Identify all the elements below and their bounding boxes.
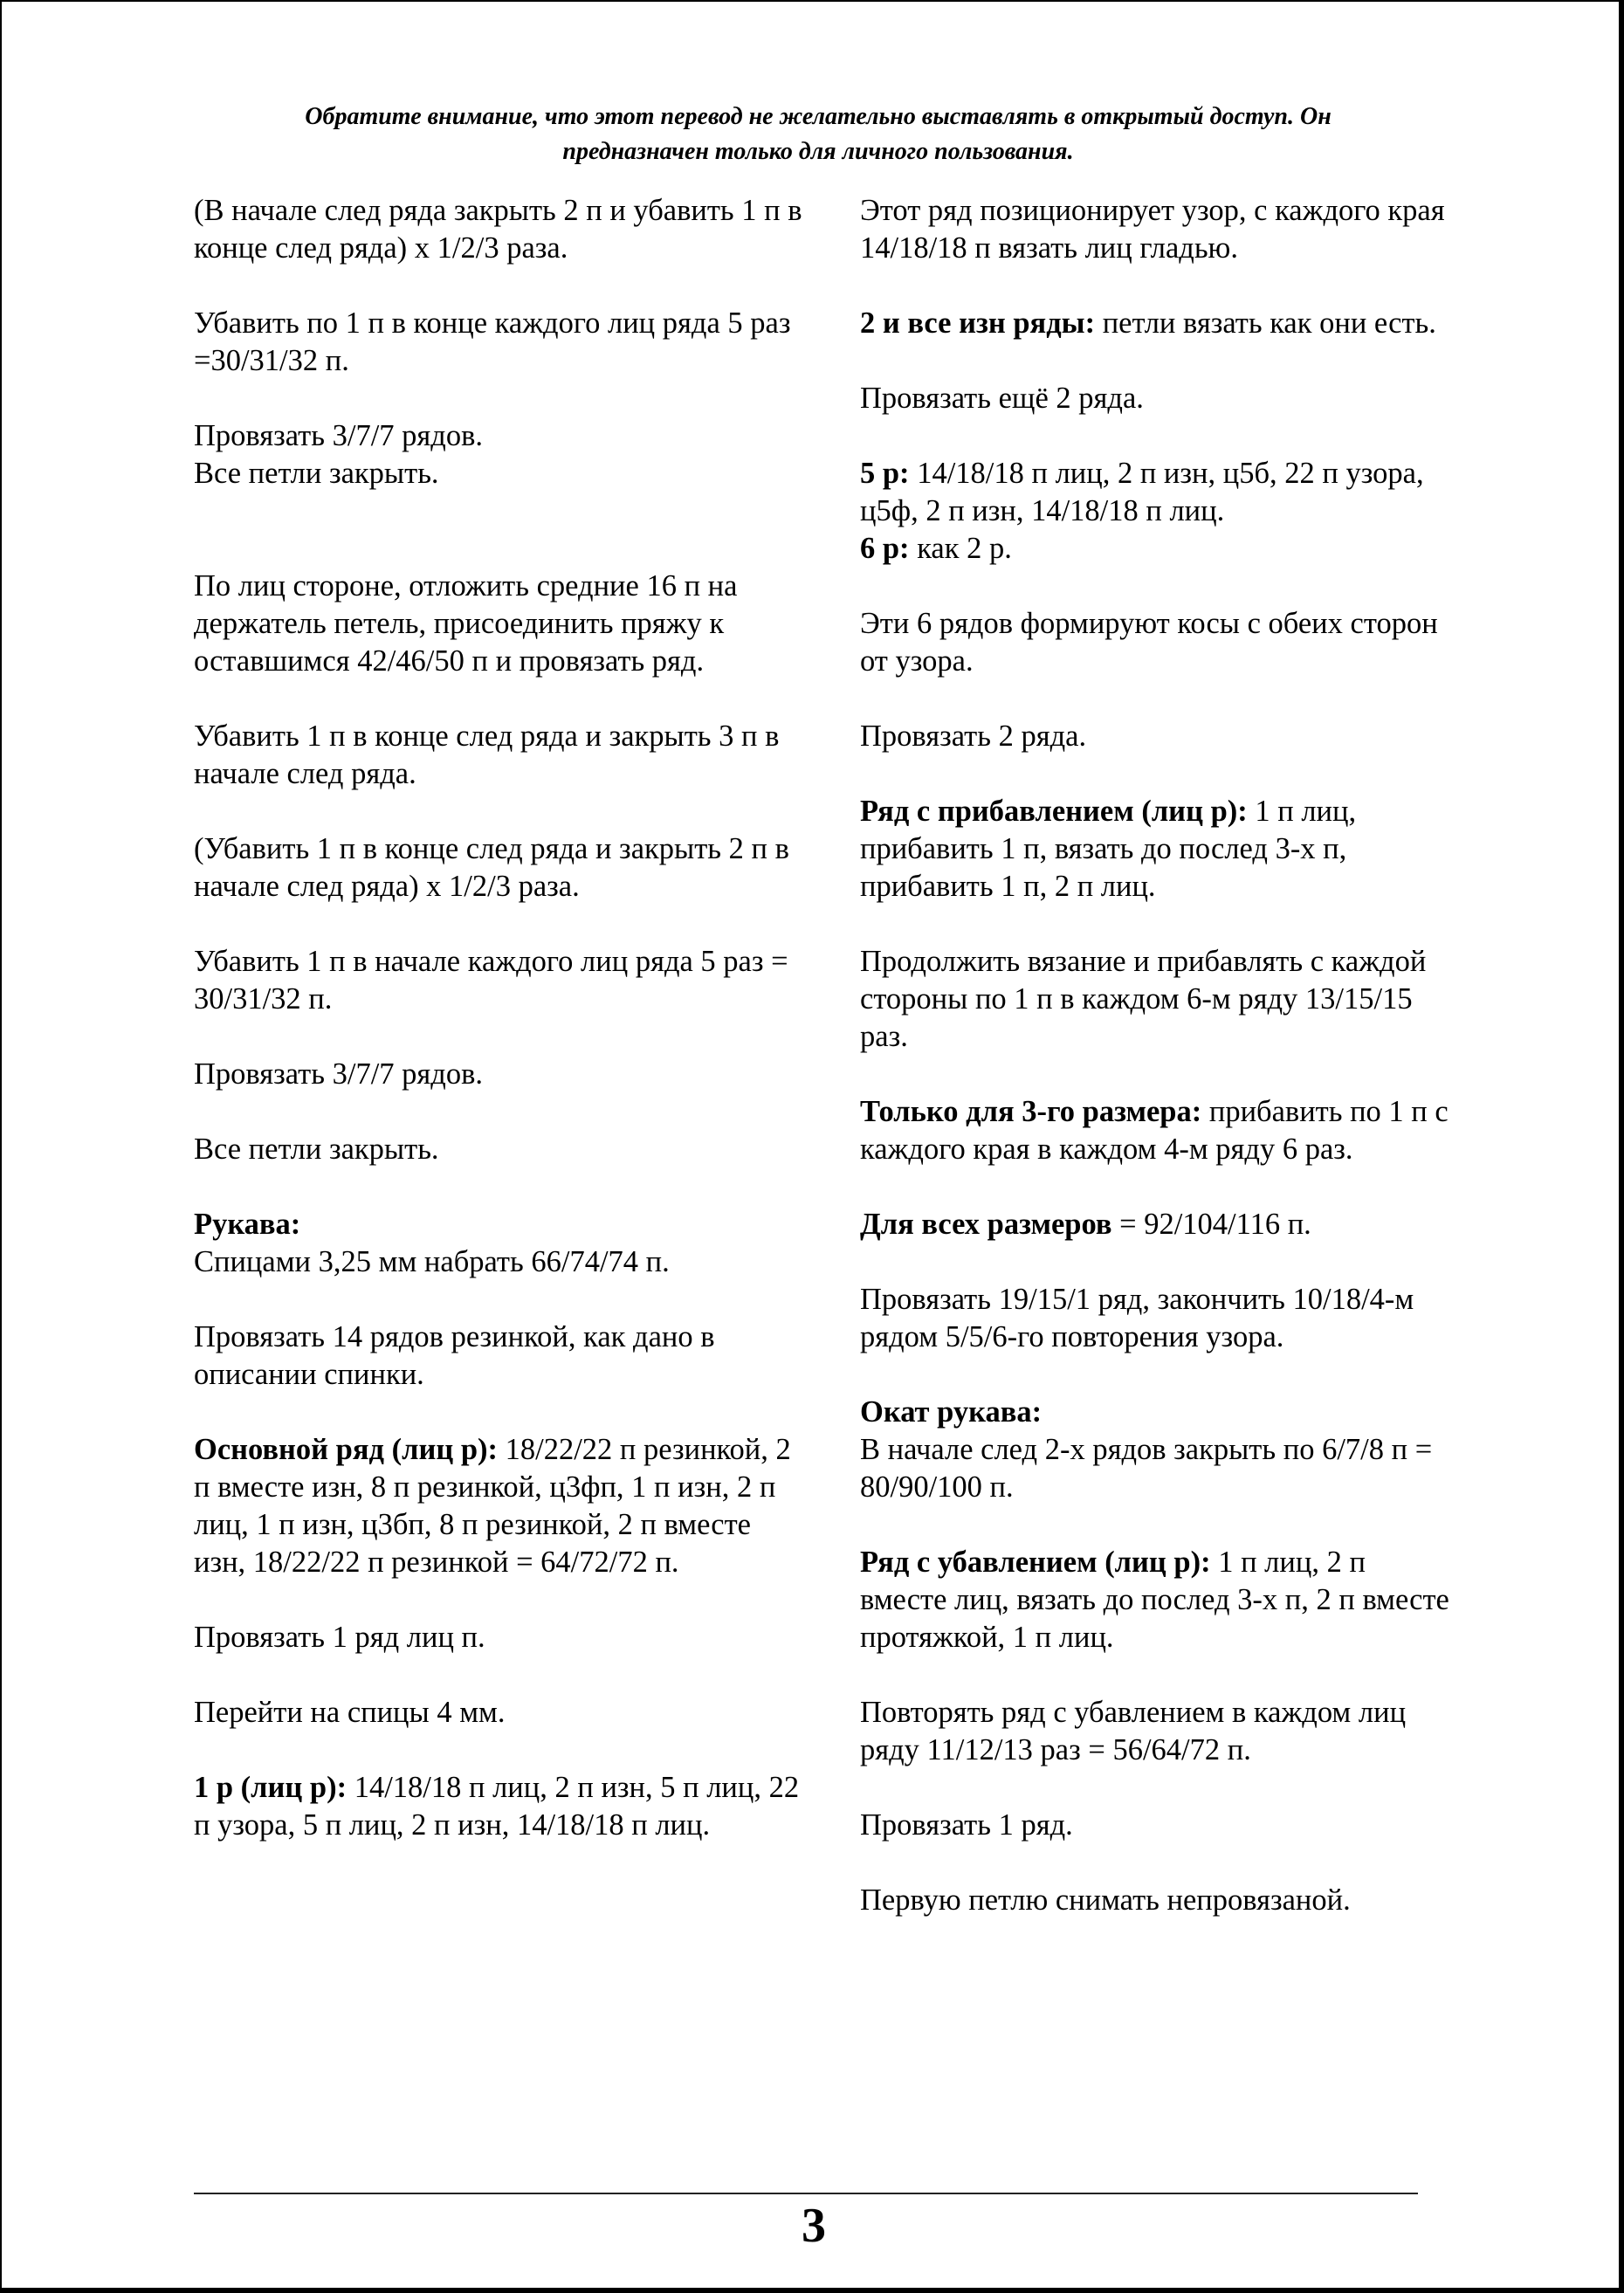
- paragraph: Повторять ряд с убавлением в каждом лиц ряду 11/12/13 раз = 56/64/72 п.: [860, 1696, 1407, 1766]
- paragraph: Ряд с убавлением (лиц р): 1 п лиц, 2 п вместе лиц, вязать до послед 3-х п, 2 п вместе протяжкой, 1 п лиц.: [860, 1546, 1449, 1654]
- paragraph: Убавить 1 п в начале каждого лиц ряда 5 раз = 30/31/32 п.: [194, 945, 788, 1016]
- paragraph: Первую петлю снимать непровязаной.: [860, 1883, 1351, 1917]
- paragraph: Провязать 2 ряда.: [860, 720, 1087, 753]
- paragraph: (Убавить 1 п в конце след ряда и закрыть 2 п в начале след ряда) х 1/2/3 раза.: [194, 832, 789, 903]
- right-column: [860, 192, 1454, 1957]
- paragraph: Эти 6 рядов формируют косы с обеих сторон от узора.: [860, 607, 1438, 678]
- paragraph: Все петли закрыть.: [194, 1133, 439, 1166]
- paragraph: В начале след 2-х рядов закрыть по 6/7/8 п = 80/90/100 п.: [860, 1433, 1433, 1504]
- paragraph: 1 р (лиц р): 14/18/18 п лиц, 2 п изн, 5 п лиц, 22 п узора, 5 п лиц, 2 п изн, 14/18/18 п лиц.: [194, 1771, 800, 1842]
- paragraph: 5 р: 14/18/18 п лиц, 2 п изн, ц5б, 22 п узора, ц5ф, 2 п изн, 14/18/18 п лиц.: [860, 457, 1424, 527]
- paragraph: Провязать 1 ряд лиц п.: [194, 1621, 485, 1654]
- section-heading-sleeves: Рукава:: [194, 1208, 301, 1241]
- paragraph: 6 р: как 2 р.: [860, 532, 1012, 565]
- paragraph: 2 и все изн ряды: петли вязать как они есть.: [860, 306, 1436, 340]
- paragraph: Только для 3-го размера: прибавить по 1 п с каждого края в каждом 4-м ряду 6 раз.: [860, 1095, 1449, 1166]
- footer-divider: [194, 2193, 1418, 2194]
- paragraph: Этот ряд позиционирует узор, с каждого края 14/18/18 п вязать лиц гладью.: [860, 194, 1445, 265]
- paragraph: Продолжить вязание и прибавлять с каждой стороны по 1 п в каждом 6-м ряду 13/15/15 раз.: [860, 945, 1427, 1053]
- paragraph: Провязать 19/15/1 ряд, закончить 10/18/4-м рядом 5/5/6-го повторения узора.: [860, 1283, 1414, 1353]
- privacy-notice-line-1: Обратите внимание, что этот перевод не желательно выставлять в открытый доступ. Он: [305, 103, 1332, 130]
- paragraph: Убавить 1 п в конце след ряда и закрыть 3 п в начале след ряда.: [194, 720, 780, 790]
- paragraph: Провязать 3/7/7 рядов.: [194, 1057, 483, 1091]
- paragraph: Провязать 14 рядов резинкой, как дано в описании спинки.: [194, 1320, 715, 1391]
- paragraph: Спицами 3,25 мм набрать 66/74/74 п.: [194, 1245, 670, 1278]
- paragraph: Перейти на спицы 4 мм.: [194, 1696, 506, 1729]
- paragraph: Провязать ещё 2 ряда.: [860, 382, 1144, 415]
- left-column: [194, 192, 805, 1882]
- paragraph: (В начале след ряда закрыть 2 п и убавить 1 п в конце след ряда) х 1/2/3 раза.: [194, 194, 802, 265]
- paragraph: Ряд с прибавлением (лиц р): 1 п лиц, прибавить 1 п, вязать до послед 3-х п, прибавить 1 п, 2 п лиц.: [860, 795, 1357, 903]
- section-heading-sleeve-cap: Окат рукава:: [860, 1395, 1043, 1429]
- paragraph: Убавить по 1 п в конце каждого лиц ряда 5 раз =30/31/32 п.: [194, 306, 791, 377]
- paragraph: Основной ряд (лиц р): 18/22/22 п резинкой, 2 п вместе изн, 8 п резинкой, ц3фп, 1 п изн, 2 п лиц, 1 п изн, ц3бп, 8 п резинкой, 2 п вместе изн, 18/22/22 п резинкой = 64/72/72 п.: [194, 1433, 791, 1579]
- privacy-notice-line-2: предназначен только для личного пользования.: [562, 138, 1074, 165]
- paragraph: Провязать 3/7/7 рядов.: [194, 419, 483, 452]
- page-number: 3: [802, 2199, 826, 2253]
- privacy-notice: [194, 100, 1442, 169]
- paragraph: Провязать 1 ряд.: [860, 1808, 1073, 1842]
- paragraph: Все петли закрыть.: [194, 457, 439, 490]
- paragraph: По лиц стороне, отложить средние 16 п на держатель петель, присоединить пряжу к оставшимся 42/46/50 п и провязать ряд.: [194, 569, 738, 678]
- paragraph: Для всех размеров = 92/104/116 п.: [860, 1208, 1311, 1241]
